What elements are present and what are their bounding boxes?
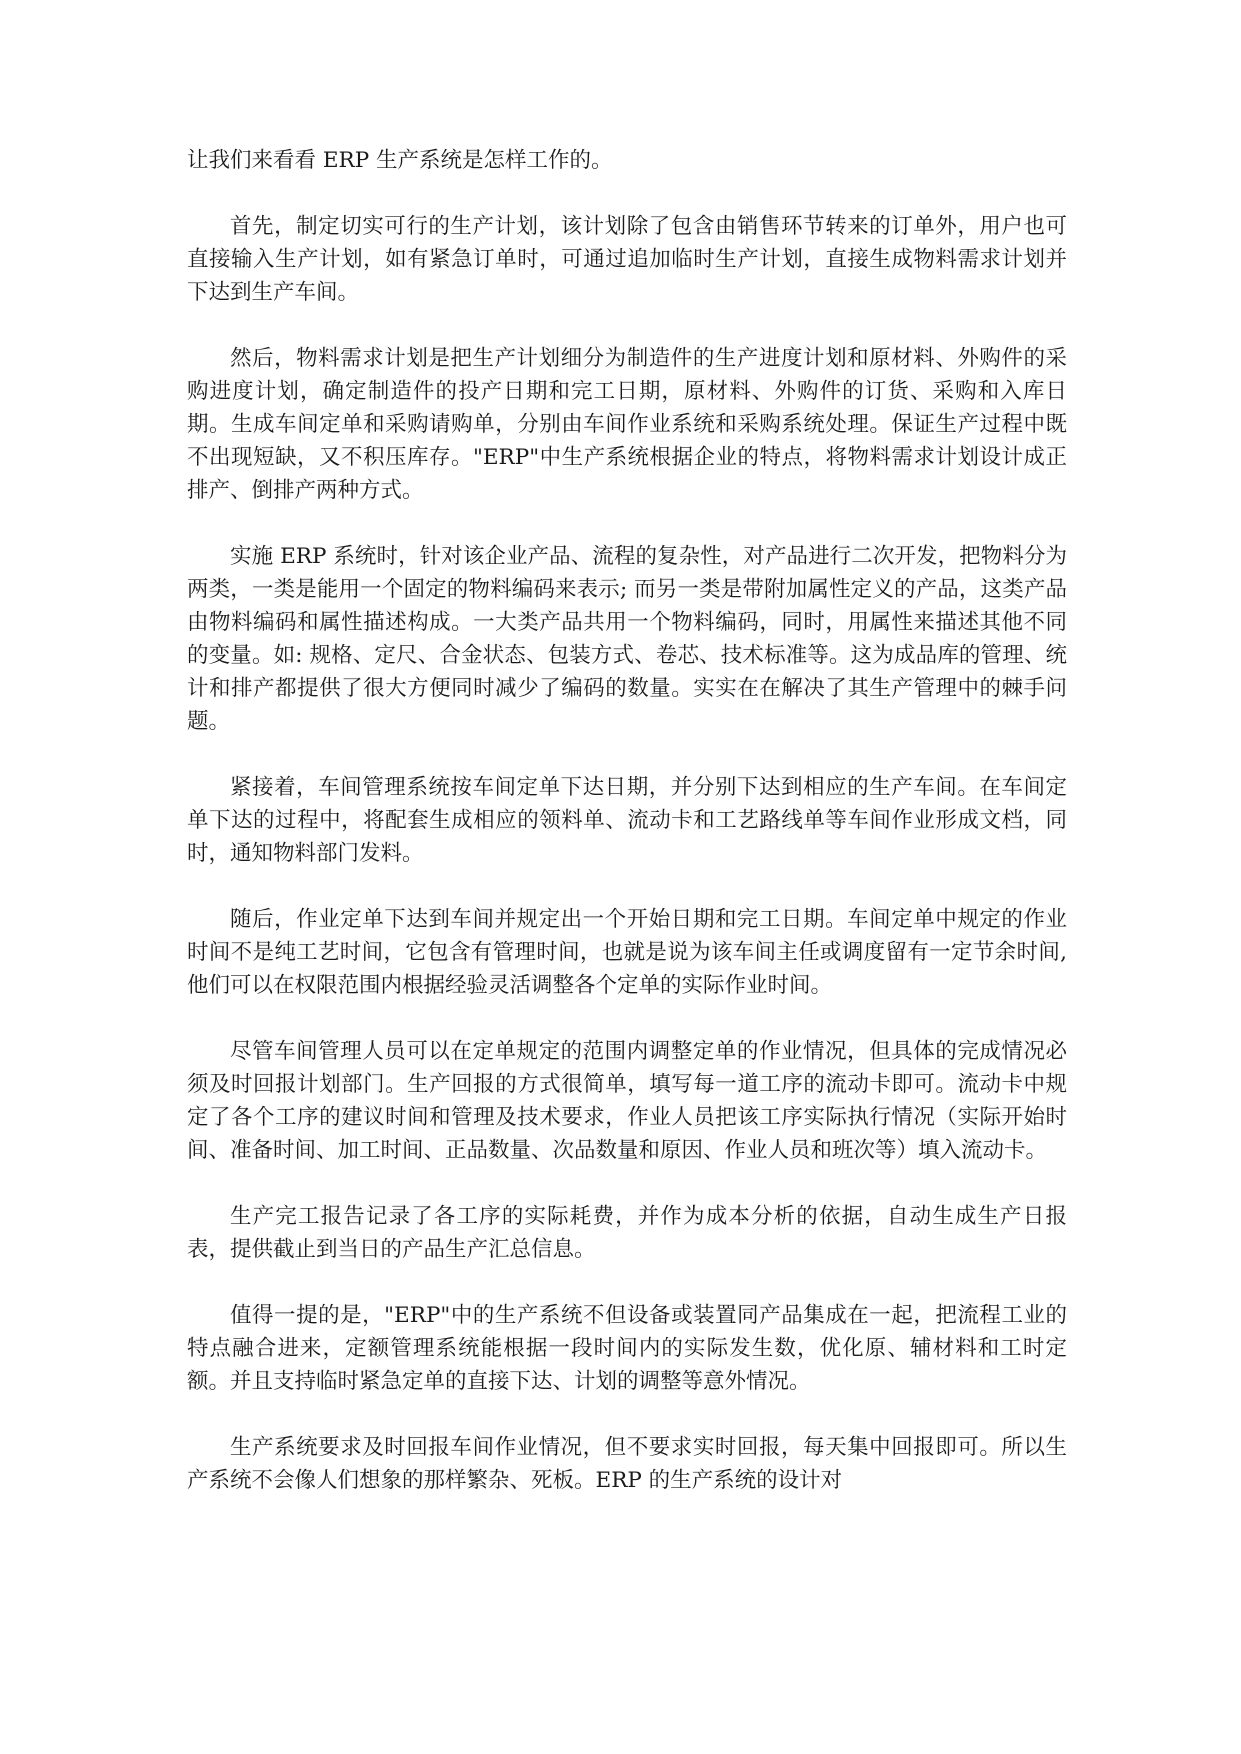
paragraph-completion-report: 生产完工报告记录了各工序的实际耗费，并作为成本分析的依据，自动生成生产日报表，提供截止到当日的产品生产汇总信息。	[187, 1204, 1067, 1262]
paragraph-reporting: 尽管车间管理人员可以在定单规定的范围内调整定单的作业情况，但具体的完成情况必须及时回报计划部门。生产回报的方式很简单，填写每一道工序的流动卡即可。流动卡中规定了各个工序的建议时间和管理及技术要求，作业人员把该工序实际执行情况（实际开始时间、准备时间、加工时间、正品数量、次品数量和原因、作业人员和班次等）填入流动卡。	[187, 1039, 1067, 1163]
paragraph-material-requirements: 然后，物料需求计划是把生产计划细分为制造件的生产进度计划和原材料、外购件的采购进度计划，确定制造件的投产日期和完工日期，原材料、外购件的订货、采购和入库日期。生成车间定单和采购请购单，分别由车间作业系统和采购系统处理。保证生产过程中既不出现短缺，又不积压库存。"ERP"中生产系统根据企业的特点，将物料需求计划设计成正排产、倒排产两种方式。	[187, 346, 1067, 503]
paragraph-production-plan: 首先，制定切实可行的生产计划，该计划除了包含由销售环节转来的订单外，用户也可直接输入生产计划，如有紧急订单时，可通过追加临时生产计划，直接生成物料需求计划并下达到生产车间。	[187, 214, 1067, 305]
paragraph-workshop-management: 紧接着，车间管理系统按车间定单下达日期，并分别下达到相应的生产车间。在车间定单下达的过程中，将配套生成相应的领料单、流动卡和工艺路线单等车间作业形成文档，同时，通知物料部门发料。	[187, 775, 1067, 866]
paragraph-erp-implementation: 实施 ERP 系统时，针对该企业产品、流程的复杂性，对产品进行二次开发，把物料分为两类，一类是能用一个固定的物料编码来表示; 而另一类是带附加属性定义的产品，这类产品由物料编码和属性描述构成。一大类产品共用一个物料编码，同时，用属性来描述其他不同的变量。如: 规格、定尺、合金状态、包装方式、卷芯、技术标准等。这为成品库的管理、统计和排产都提供了很大方便同时减少了编码的数量。实实在在解决了其生产管理中的棘手问题。	[187, 544, 1067, 734]
paragraph-timely-reporting: 生产系统要求及时回报车间作业情况，但不要求实时回报，每天集中回报即可。所以生产系统不会像人们想象的那样繁杂、死板。ERP 的生产系统的设计对	[187, 1435, 1067, 1493]
paragraph-intro: 让我们来看看 ERP 生产系统是怎样工作的。	[187, 148, 613, 173]
document-body	[187, 144, 1067, 1530]
paragraph-work-orders: 随后，作业定单下达到车间并规定出一个开始日期和完工日期。车间定单中规定的作业时间不是纯工艺时间，它包含有管理时间，也就是说为该车间主任或调度留有一定节余时间,他们可以在权限范围内根据经验灵活调整各个定单的实际作业时间。	[187, 907, 1067, 998]
paragraph-erp-integration: 值得一提的是，"ERP"中的生产系统不但设备或装置同产品集成在一起，把流程工业的特点融合进来，定额管理系统能根据一段时间内的实际发生数，优化原、辅材料和工时定额。并且支持临时紧急定单的直接下达、计划的调整等意外情况。	[187, 1303, 1067, 1394]
